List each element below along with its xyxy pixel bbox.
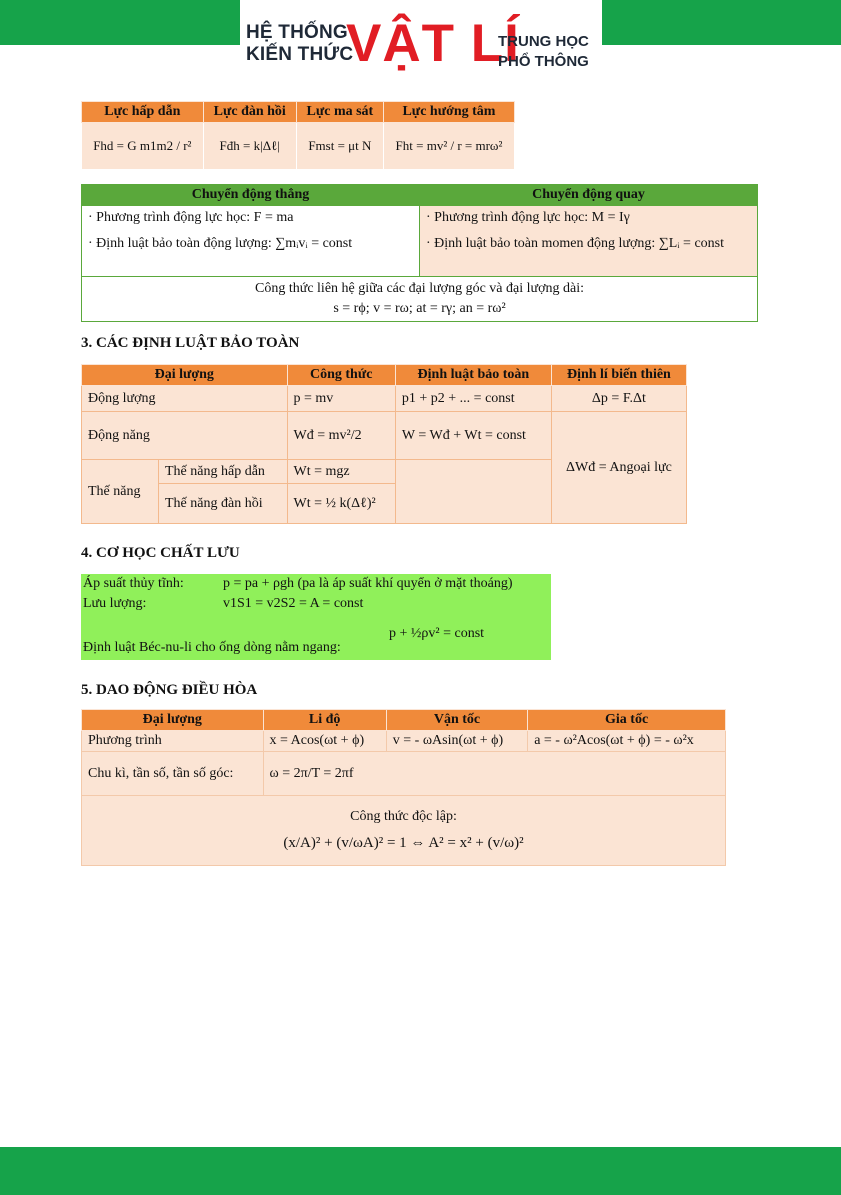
energy-theorem: ΔWđ = Angoại lực	[551, 412, 686, 524]
forces-formula: Fđh = k|Δℓ|	[203, 123, 296, 170]
equation-label: Phương trình	[82, 731, 264, 752]
motion-table	[81, 184, 758, 322]
linear-dynamics: · Phương trình động lực học: F = ma	[88, 210, 294, 225]
velocity-formula: v = - ωAsin(ωt + ϕ)	[386, 731, 527, 752]
section4-title: 4. CƠ HỌC CHẤT LƯU	[81, 545, 240, 561]
elastic-label: Thế năng đàn hồi	[159, 484, 288, 524]
rotational-motion-cell	[420, 206, 758, 277]
logo-right2: PHỔ THÔNG	[498, 53, 589, 70]
oscillation-header: Li độ	[263, 710, 386, 731]
oscillation-header: Đại lượng	[82, 710, 264, 731]
logo-left-text	[246, 22, 353, 66]
gravity-label: Thế năng hấp dẫn	[159, 460, 288, 484]
conservation-header: Định lí biến thiên	[551, 365, 686, 386]
independent-title: Công thức độc lập:	[350, 809, 457, 824]
forces-header: Lực hấp dẫn	[82, 102, 204, 123]
logo-line2: KIẾN THỨC	[246, 44, 354, 65]
logo	[240, 0, 602, 86]
independent-cell	[82, 796, 726, 866]
forces-table	[81, 101, 515, 170]
relation-formula: s = rϕ; v = rω; at = rγ; an = rω²	[333, 301, 506, 316]
header-band-left	[0, 0, 240, 45]
section3-title: 3. CÁC ĐỊNH LUẬT BẢO TOÀN	[81, 335, 300, 351]
kinetic-conservation: W = Wđ + Wt = const	[395, 412, 551, 460]
fluid-box	[81, 574, 551, 660]
footer-band	[0, 1147, 841, 1195]
conservation-header: Công thức	[287, 365, 395, 386]
motion-header-linear: Chuyển động thẳng	[82, 185, 420, 206]
relation-title: Công thức liên hệ giữa các đại lượng góc và đại lượng dài:	[255, 281, 584, 296]
hydrostatic-label: Áp suất thủy tĩnh:	[83, 576, 184, 591]
flow-label: Lưu lượng:	[83, 596, 147, 611]
forces-formula: Fhd = G m1m2 / r²	[82, 123, 204, 170]
forces-formula: Fmst = μt N	[296, 123, 383, 170]
oscillation-table	[81, 709, 726, 866]
logo-main-text: VẬT LÍ	[346, 14, 520, 73]
conservation-header: Định luật bảo toàn	[395, 365, 551, 386]
oscillation-header: Gia tốc	[528, 710, 726, 731]
forces-formula: Fht = mv² / r = mrω²	[383, 123, 514, 170]
rotational-conservation: · Định luật bảo toàn momen động lượng: ∑Lᵢ = const	[426, 236, 725, 251]
momentum-formula: p = mv	[287, 386, 395, 412]
gravity-formula: Wt = mgz	[287, 460, 395, 484]
momentum-conservation: p1 + p2 + ... = const	[395, 386, 551, 412]
logo-line1: HỆ THỐNG	[246, 22, 348, 43]
momentum-label: Động lượng	[82, 386, 288, 412]
forces-header: Lực đàn hồi	[203, 102, 296, 123]
bernoulli-formula: p + ½ρv² = const	[389, 626, 485, 641]
kinetic-formula: Wđ = mv²/2	[287, 412, 395, 460]
bernoulli-label: Định luật Béc-nu-li cho ống dòng nằm ngang:	[83, 640, 341, 655]
motion-header-rotational: Chuyển động quay	[420, 185, 758, 206]
period-formula: ω = 2π/T = 2πf	[263, 752, 725, 796]
logo-right-text	[498, 32, 589, 72]
linear-motion-cell	[82, 206, 420, 277]
hydrostatic-formula: p = pa + ρgh (pa là áp suất khí quyển ở mặt thoáng)	[223, 576, 513, 591]
potential-label: Thế năng	[82, 460, 159, 524]
oscillation-header: Vận tốc	[386, 710, 527, 731]
acceleration-formula: a = - ω²Acos(ωt + ϕ) = - ω²x	[528, 731, 726, 752]
forces-header: Lực hướng tâm	[383, 102, 514, 123]
relation-cell	[82, 277, 758, 322]
elastic-formula: Wt = ½ k(Δℓ)²	[287, 484, 395, 524]
rotational-dynamics: · Phương trình động lực học: M = Iγ	[426, 210, 630, 225]
kinetic-label: Động năng	[82, 412, 288, 460]
section5-title: 5. DAO ĐỘNG ĐIỀU HÒA	[81, 682, 258, 698]
flow-formula: v1S1 = v2S2 = A = const	[223, 596, 364, 611]
conservation-header: Đại lượng	[82, 365, 288, 386]
independent-formula: (x/A)² + (v/ωA)² = 1 ⇔ A² = x² + (v/ω)²	[283, 835, 524, 851]
period-label: Chu kì, tần số, tần số góc:	[82, 752, 264, 796]
logo-right1: TRUNG HỌC	[498, 33, 589, 50]
momentum-theorem: Δp = F.Δt	[551, 386, 686, 412]
linear-conservation: · Định luật bảo toàn động lượng: ∑mᵢvᵢ = const	[88, 236, 353, 251]
conservation-table	[81, 364, 687, 524]
potential-empty	[395, 460, 551, 524]
forces-header: Lực ma sát	[296, 102, 383, 123]
header-band-right	[602, 0, 841, 45]
displacement-formula: x = Acos(ωt + ϕ)	[263, 731, 386, 752]
